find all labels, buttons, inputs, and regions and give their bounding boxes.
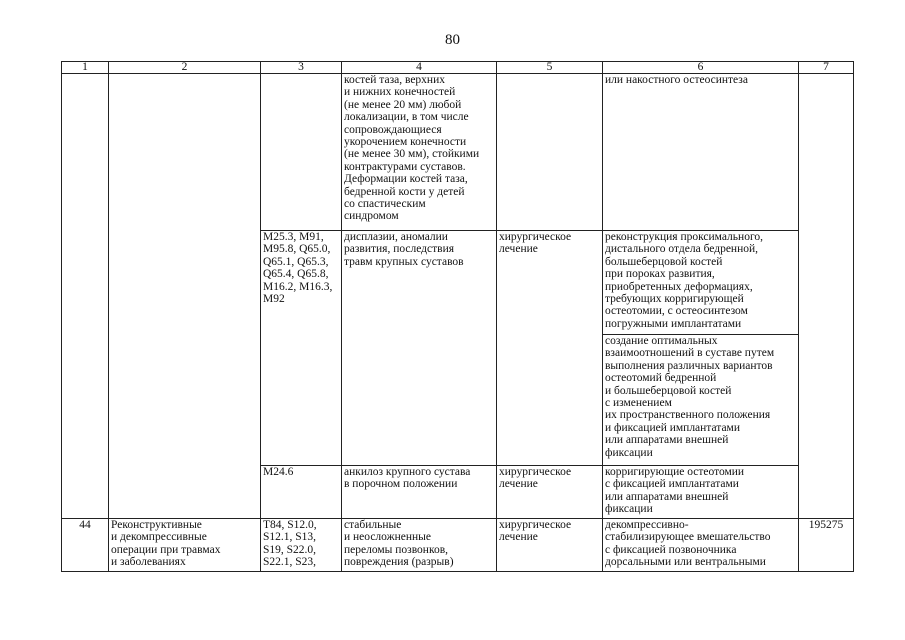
cell-treatment: хирургическое лечение [497, 231, 603, 466]
cell-method: реконструкция проксимального, дистального отдела бедренной, большеберцовой костей при пороках развития, приобретенных деформациях, требующих корригирующей остеотомии, с остеосинтезом погружными имплантатами [603, 231, 799, 335]
cell-cost [799, 74, 854, 519]
cell-group [109, 74, 261, 519]
cell-method: декомпрессивно- стабилизирующее вмешательство с фиксацией позвоночника дорсальными или вентральными [603, 519, 799, 572]
page-number: 80 [445, 32, 460, 48]
column-number: 7 [799, 62, 854, 74]
column-number: 6 [603, 62, 799, 74]
cell-condition: анкилоз крупного сустава в порочном положении [342, 466, 497, 519]
table-row [62, 519, 854, 572]
column-number: 3 [261, 62, 342, 74]
table-header-row [62, 62, 854, 74]
column-number: 2 [109, 62, 261, 74]
cell-number [62, 74, 109, 519]
cell-condition: дисплазии, аномалии развития, последствия травм крупных суставов [342, 231, 497, 466]
cell-method: создание оптимальных взаимоотношений в суставе путем выполнения различных вариантов остеотомий бедренной и большеберцовой костей с изменением их пространственного положения и фиксацией имплантатами или аппаратами внешней фиксации [603, 335, 799, 466]
cell-codes: T84, S12.0, S12.1, S13, S19, S22.0, S22.1, S23, [261, 519, 342, 572]
column-number: 5 [497, 62, 603, 74]
cell-codes: M24.6 [261, 466, 342, 519]
column-number: 1 [62, 62, 109, 74]
cell-method: или накостного остеосинтеза [603, 74, 799, 231]
cell-treatment: хирургическое лечение [497, 466, 603, 519]
cell-codes: M25.3, M91, M95.8, Q65.0, Q65.1, Q65.3, Q65.4, Q65.8, M16.2, M16.3, M92 [261, 231, 342, 466]
cell-method: корригирующие остеотомии с фиксацией имплантатами или аппаратами внешней фиксации [603, 466, 799, 519]
cell-cost: 195275 [799, 519, 854, 572]
procedures-table [61, 61, 854, 572]
cell-condition: стабильные и неосложненные переломы позвонков, повреждения (разрыв) [342, 519, 497, 572]
cell-number: 44 [62, 519, 109, 572]
cell-treatment: хирургическое лечение [497, 519, 603, 572]
column-number: 4 [342, 62, 497, 74]
cell-treatment [497, 74, 603, 231]
cell-group: Реконструктивные и декомпрессивные операции при травмах и заболеваниях [109, 519, 261, 572]
cell-condition: костей таза, верхних и нижних конечностей (не менее 20 мм) любой локализации, в том числе сопровождающиеся укорочением конечности (не менее 30 мм), стойкими контрактурами суставов. Деформации костей таза, бедренной кости у детей со спастическим синдромом [342, 74, 497, 231]
table-row [62, 74, 854, 231]
cell-codes [261, 74, 342, 231]
